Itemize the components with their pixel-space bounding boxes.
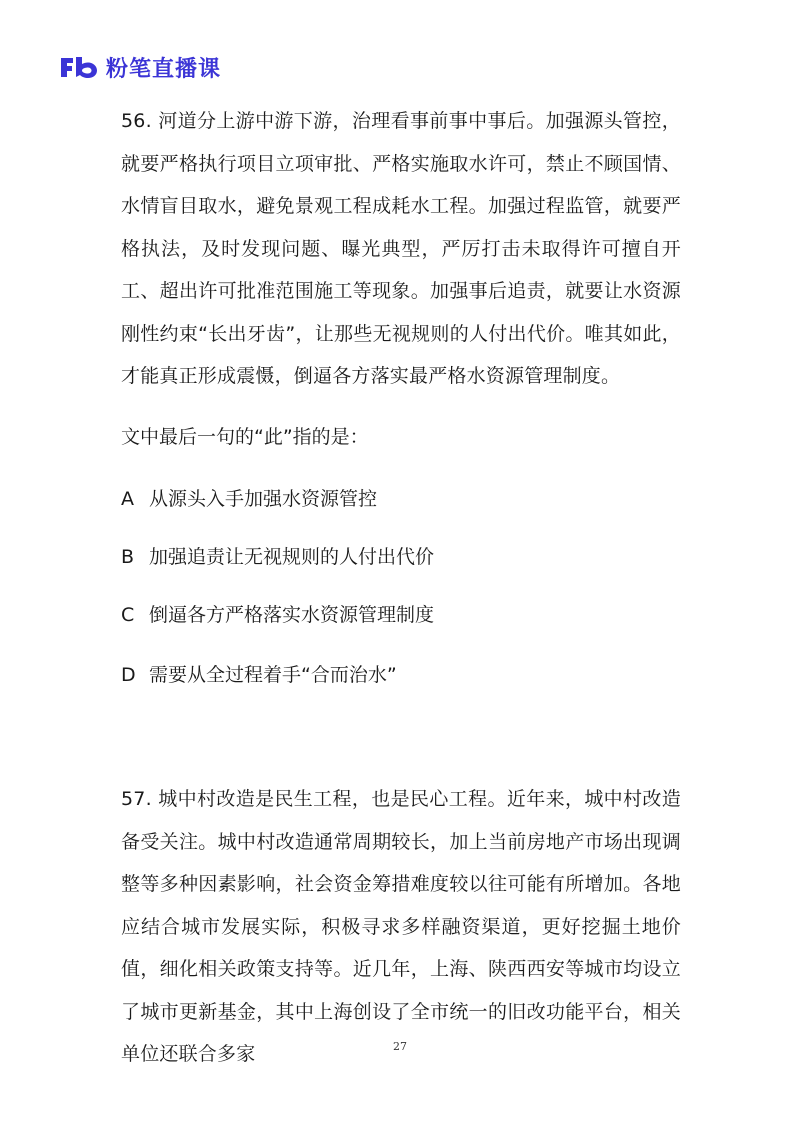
page-number: 27 [393,1040,407,1053]
option-text: 从源头入手加强水资源管控 [149,488,378,510]
fb-logo-icon [58,54,100,80]
option-text: 加强追责让无视规则的人付出代价 [149,546,435,568]
option-letter: B [121,546,135,568]
brand-name: 粉笔直播课 [106,56,222,82]
option-text: 需要从全过程着手“合而治水” [149,664,397,686]
option-letter: D [121,664,136,686]
question-56-stem: 文中最后一句的“此”指的是： [121,426,369,448]
option-a [121,484,377,511]
option-d [121,660,397,687]
option-b [121,542,434,569]
option-text: 倒逼各方严格落实水资源管理制度 [149,604,435,626]
question-56-text: 56. 河道分上游中游下游，治理看事前事中事后。加强源头管控，就要严格执行项目立项审批、严格实施取水许可，禁止不顾国情、水情盲目取水，避免景观工程成耗水工程。加强过程监管，就要严格执法，及时发现问题、曝光典型，严厉打击未取得许可擅自开工、超出许可批准范围施工等现象。加强事后追责，就要让水资源刚性约束“长出牙齿”，让那些无视规则的人付出代价。唯其如此，才能真正形成震慑，倒逼各方落实最严格水资源管理制度。 [121,110,681,387]
option-c [121,600,434,627]
option-letter: C [121,604,135,626]
header [58,52,221,82]
option-letter: A [121,488,134,510]
question-57-text: 57. 城中村改造是民生工程，也是民心工程。近年来，城中村改造备受关注。城中村改造通常周期较长，加上当前房地产市场出现调整等多种因素影响，社会资金筹措难度较以往可能有所增加。各地应结合城市发展实际，积极寻求多样融资渠道，更好挖掘土地价值，细化相关政策支持等。近几年，上海、陕西西安等城市均设立了城市更新基金，其中上海创设了全市统一的旧改功能平台，相关单位还联合多家 [121,788,681,1065]
